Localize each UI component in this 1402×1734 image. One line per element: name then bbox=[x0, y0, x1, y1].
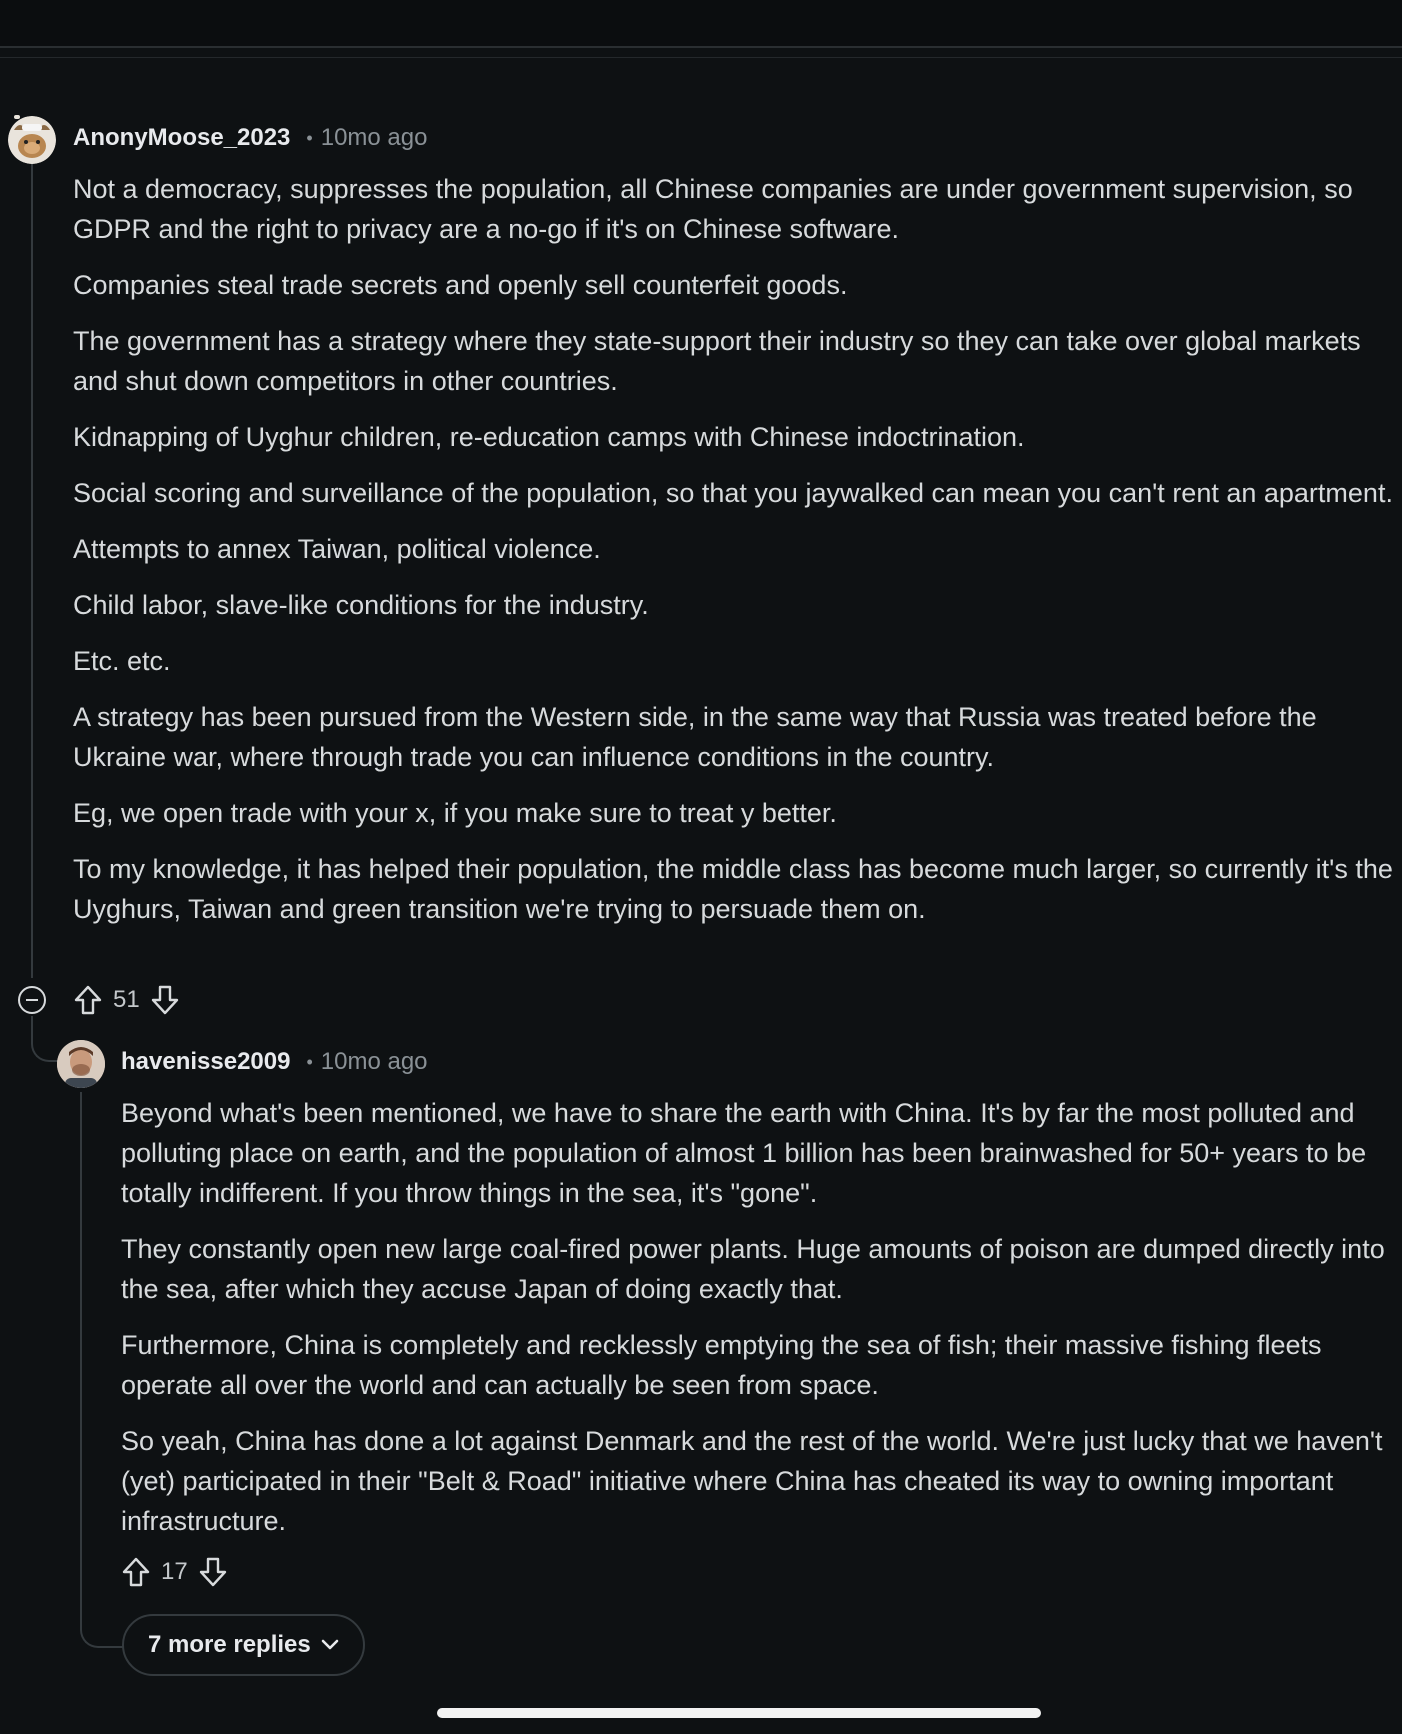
comment-paragraph: Etc. etc. bbox=[73, 646, 171, 676]
upvote-icon[interactable] bbox=[121, 1556, 151, 1588]
user-photo-icon bbox=[57, 1040, 105, 1088]
comment-paragraph: Furthermore, China is completely and recklessly emptying the sea of fish; their massive fishing fleets operate all over the world and can actually be seen from space. bbox=[121, 1330, 1322, 1400]
upvote-icon[interactable] bbox=[73, 984, 103, 1016]
more-replies-label: 7 more replies bbox=[148, 1631, 311, 1658]
comment-body bbox=[121, 1093, 1402, 1557]
comment-paragraph: Attempts to annex Taiwan, political violence. bbox=[73, 534, 601, 564]
comment-paragraph: A strategy has been pursued from the Western side, in the same way that Russia was treated before the Ukraine war, where through trade you can influence conditions in the country. bbox=[73, 702, 1317, 772]
top-bar bbox=[0, 0, 1402, 48]
downvote-icon[interactable] bbox=[150, 984, 180, 1016]
arrow-up-icon bbox=[73, 984, 103, 1016]
comment-paragraph: Companies steal trade secrets and openly sell counterfeit goods. bbox=[73, 270, 848, 300]
arrow-up-icon bbox=[121, 1556, 151, 1588]
moose-avatar-icon bbox=[8, 116, 56, 164]
avatar[interactable] bbox=[8, 116, 56, 164]
more-replies-button[interactable] bbox=[122, 1614, 365, 1676]
vote-count: 17 bbox=[161, 1558, 188, 1585]
divider bbox=[0, 57, 1402, 58]
comment-paragraph: Eg, we open trade with your x, if you make sure to treat y better. bbox=[73, 798, 837, 828]
comment-body bbox=[73, 169, 1402, 945]
comment-paragraph: Child labor, slave-like conditions for the industry. bbox=[73, 590, 649, 620]
username[interactable]: havenisse2009 bbox=[121, 1048, 291, 1075]
comment-paragraph: Social scoring and surveillance of the population, so that you jaywalked can mean you can't rent an apartment. bbox=[73, 478, 1393, 508]
comment-paragraph: Not a democracy, suppresses the population, all Chinese companies are under government supervision, so GDPR and the right to privacy are a no-go if it's on Chinese software. bbox=[73, 174, 1353, 244]
chevron-down-icon bbox=[321, 1639, 339, 1651]
thread-connector bbox=[31, 1016, 59, 1062]
vote-bar bbox=[73, 984, 180, 1016]
downvote-icon[interactable] bbox=[198, 1556, 228, 1588]
separator: • bbox=[306, 1051, 313, 1072]
home-indicator[interactable] bbox=[437, 1708, 1041, 1718]
comment-paragraph: To my knowledge, it has helped their population, the middle class has become much larger, so currently it's the Uyghurs, Taiwan and green transition we're trying to persuade them on. bbox=[73, 854, 1393, 924]
vote-count: 51 bbox=[113, 986, 140, 1013]
comment-paragraph: Beyond what's been mentioned, we have to share the earth with China. It's by far the most polluted and polluting place on earth, and the population of almost 1 billion has been brainwashed for 50+ years to be totally indifferent. If you throw things in the sea, it's "gone". bbox=[121, 1098, 1367, 1208]
arrow-down-icon bbox=[198, 1556, 228, 1588]
vote-bar bbox=[121, 1556, 228, 1588]
timestamp[interactable]: 10mo ago bbox=[320, 124, 428, 151]
comment-paragraph: Kidnapping of Uyghur children, re-education camps with Chinese indoctrination. bbox=[73, 422, 1025, 452]
collapse-thread-button[interactable] bbox=[18, 986, 46, 1014]
comment-paragraph: The government has a strategy where they state-support their industry so they can take over global markets and shut down competitors in other countries. bbox=[73, 326, 1361, 396]
thread-line[interactable] bbox=[31, 160, 33, 978]
timestamp[interactable]: 10mo ago bbox=[320, 1048, 428, 1075]
comment-paragraph: They constantly open new large coal-fired power plants. Huge amounts of poison are dumped directly into the sea, after which they accuse Japan of doing exactly that. bbox=[121, 1234, 1385, 1304]
comment-paragraph: So yeah, China has done a lot against Denmark and the rest of the world. We're just lucky that we haven't (yet) participated in their "Belt & Road" initiative where China has cheated its way to owning important infrastructure. bbox=[121, 1426, 1383, 1536]
arrow-down-icon bbox=[150, 984, 180, 1016]
username[interactable]: AnonyMoose_2023 bbox=[73, 124, 291, 151]
more-replies-connector bbox=[80, 1600, 126, 1648]
avatar[interactable] bbox=[57, 1040, 105, 1088]
reply-thread-line[interactable] bbox=[80, 1092, 82, 1616]
comment-header bbox=[121, 1048, 428, 1076]
avatar-badge bbox=[14, 115, 20, 119]
separator: • bbox=[306, 127, 313, 148]
comment-header bbox=[73, 124, 427, 152]
